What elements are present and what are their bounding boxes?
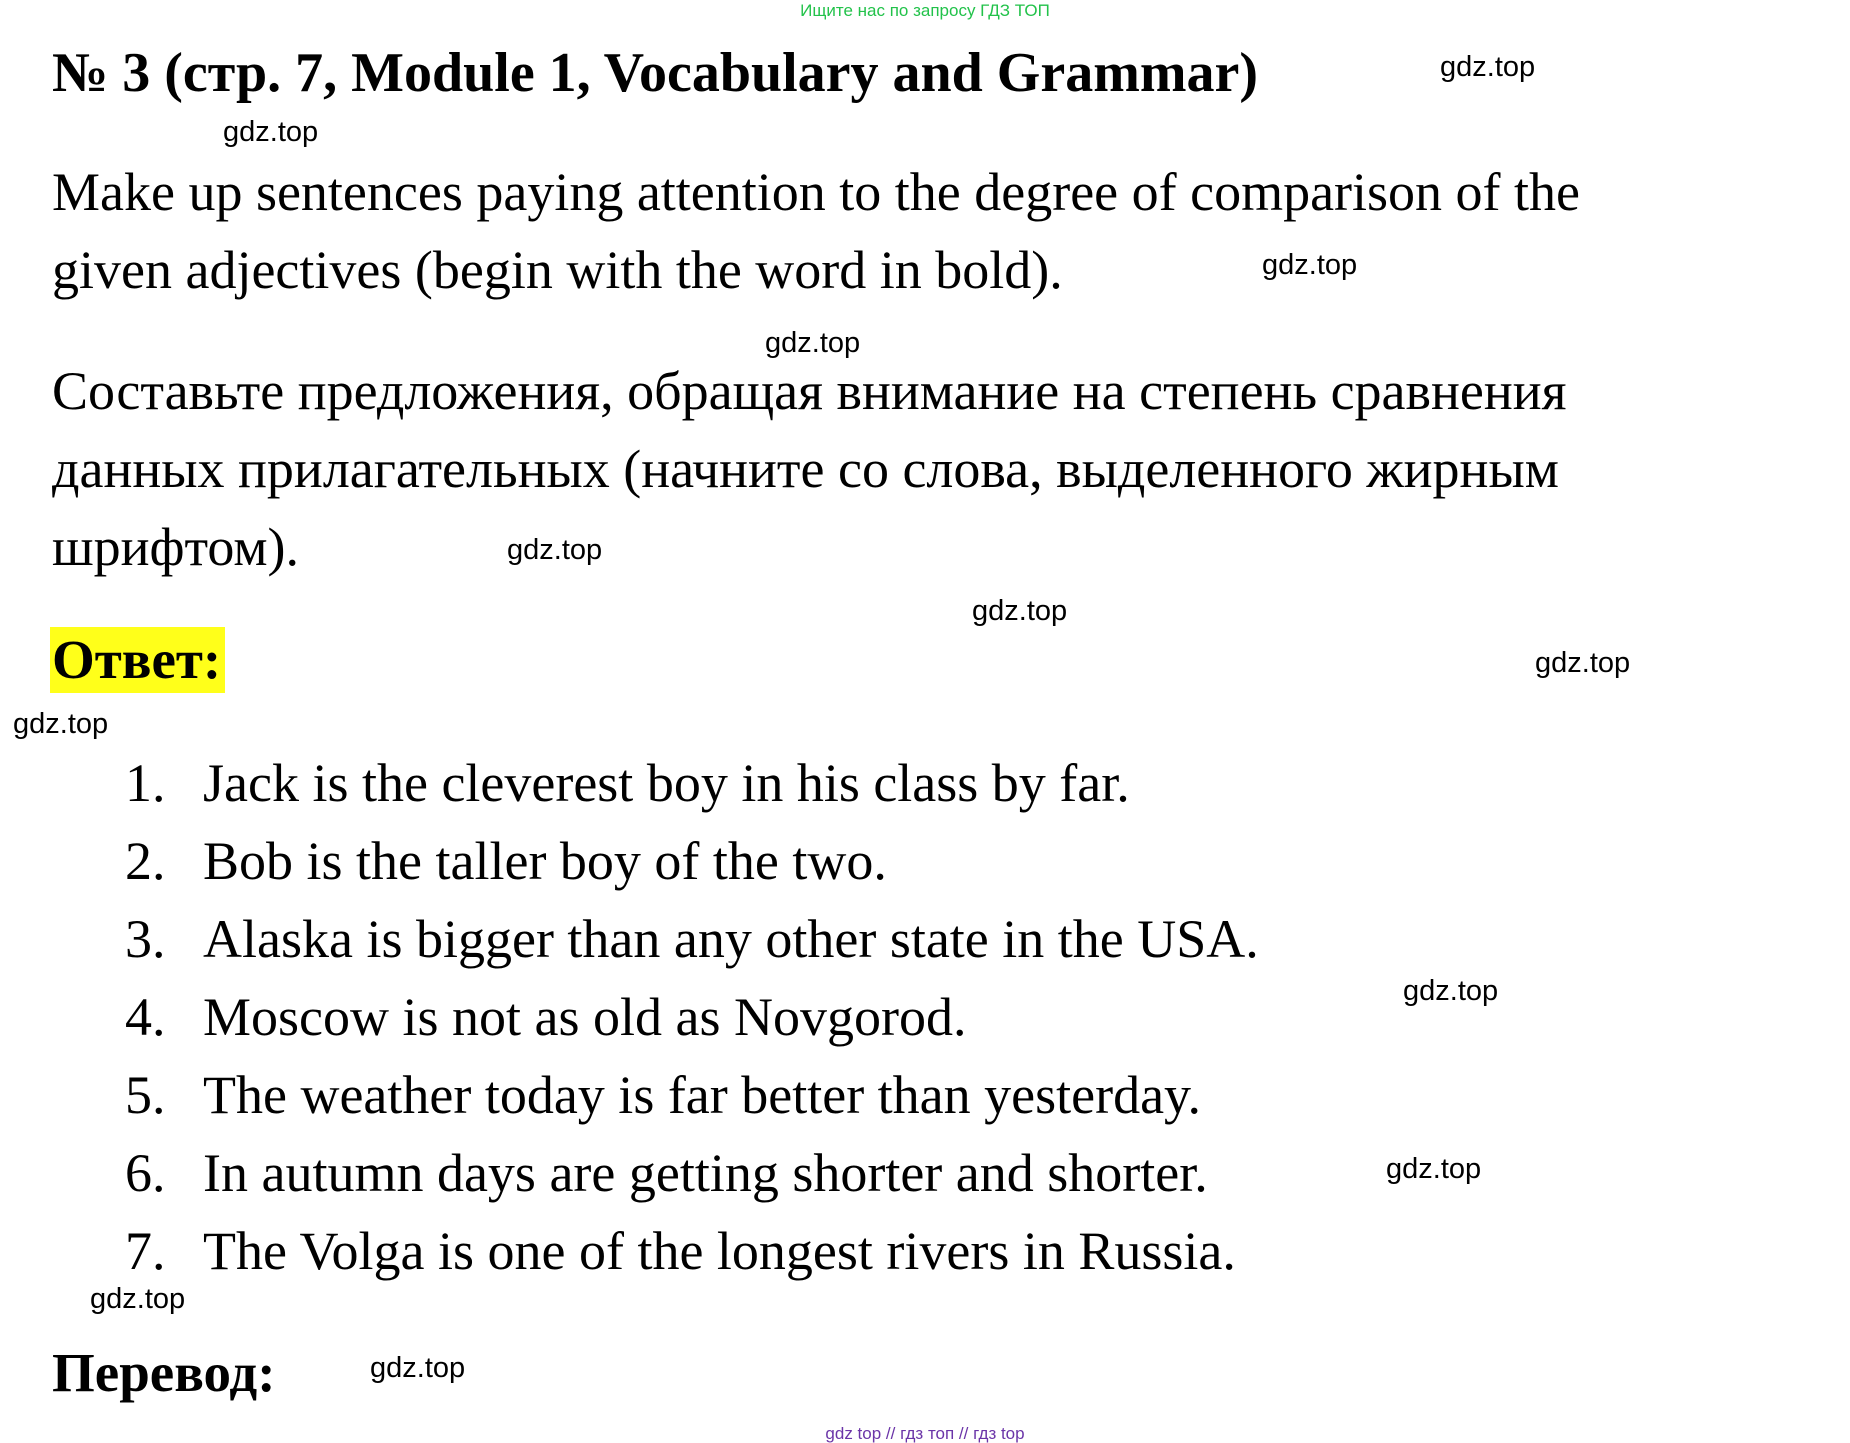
watermark: gdz.top (765, 327, 861, 359)
watermark: gdz.top (507, 534, 603, 566)
answer-item-text: The Volga is one of the longest rivers in Russia. (203, 1221, 1236, 1281)
top-search-hint: Ищите нас по запросу ГДЗ ТОП (800, 1, 1050, 20)
watermark: gdz.top (1440, 51, 1536, 83)
exercise-title: № 3 (стр. 7, Module 1, Vocabulary and Grammar) (52, 42, 1259, 104)
instruction-en-line-2: given adjectives (begin with the word in bold). (52, 240, 1063, 300)
answer-item-number: 1. (125, 753, 166, 813)
watermark: gdz.top (223, 116, 319, 148)
watermark: gdz.top (1403, 975, 1499, 1007)
answer-item (125, 1056, 1259, 1134)
translation-heading: Перевод: (52, 1342, 276, 1403)
instruction-ru-line-1: Составьте предложения, обращая внимание на степень сравнения (52, 361, 1567, 421)
footer-links: gdz top // гдз топ // гдз top (825, 1424, 1025, 1443)
answer-item (125, 1134, 1259, 1212)
answer-item (125, 978, 1259, 1056)
answer-item-text: Alaska is bigger than any other state in the USA. (203, 909, 1259, 969)
answer-item (125, 744, 1259, 822)
instruction-ru-line-2: данных прилагательных (начните со слова, выделенного жирным (52, 439, 1559, 499)
watermark: gdz.top (13, 708, 109, 740)
answer-item (125, 900, 1259, 978)
answer-item-text: Jack is the cleverest boy in his class by far. (203, 753, 1130, 813)
answer-item (125, 1212, 1259, 1290)
watermark: gdz.top (1386, 1153, 1482, 1185)
watermark: gdz.top (1535, 647, 1631, 679)
watermark: gdz.top (370, 1352, 466, 1384)
answer-item-number: 5. (125, 1065, 166, 1125)
answer-item-text: Bob is the taller boy of the two. (203, 831, 887, 891)
answer-item (125, 822, 1259, 900)
answer-heading: Ответ: (50, 627, 225, 693)
watermark: gdz.top (972, 595, 1068, 627)
answer-item-number: 7. (125, 1221, 166, 1281)
watermark: gdz.top (1262, 249, 1358, 281)
watermark: gdz.top (90, 1283, 186, 1315)
answer-item-text: The weather today is far better than yesterday. (203, 1065, 1202, 1125)
answer-item-number: 2. (125, 831, 166, 891)
answer-list (125, 744, 1259, 1290)
instruction-ru-line-3: шрифтом). (52, 517, 299, 577)
answer-item-text: Moscow is not as old as Novgorod. (203, 987, 967, 1047)
answer-item-text: In autumn days are getting shorter and shorter. (203, 1143, 1208, 1203)
answer-item-number: 6. (125, 1143, 166, 1203)
answer-item-number: 3. (125, 909, 166, 969)
answer-item-number: 4. (125, 987, 166, 1047)
instruction-en-line-1: Make up sentences paying attention to the degree of comparison of the (52, 162, 1581, 222)
